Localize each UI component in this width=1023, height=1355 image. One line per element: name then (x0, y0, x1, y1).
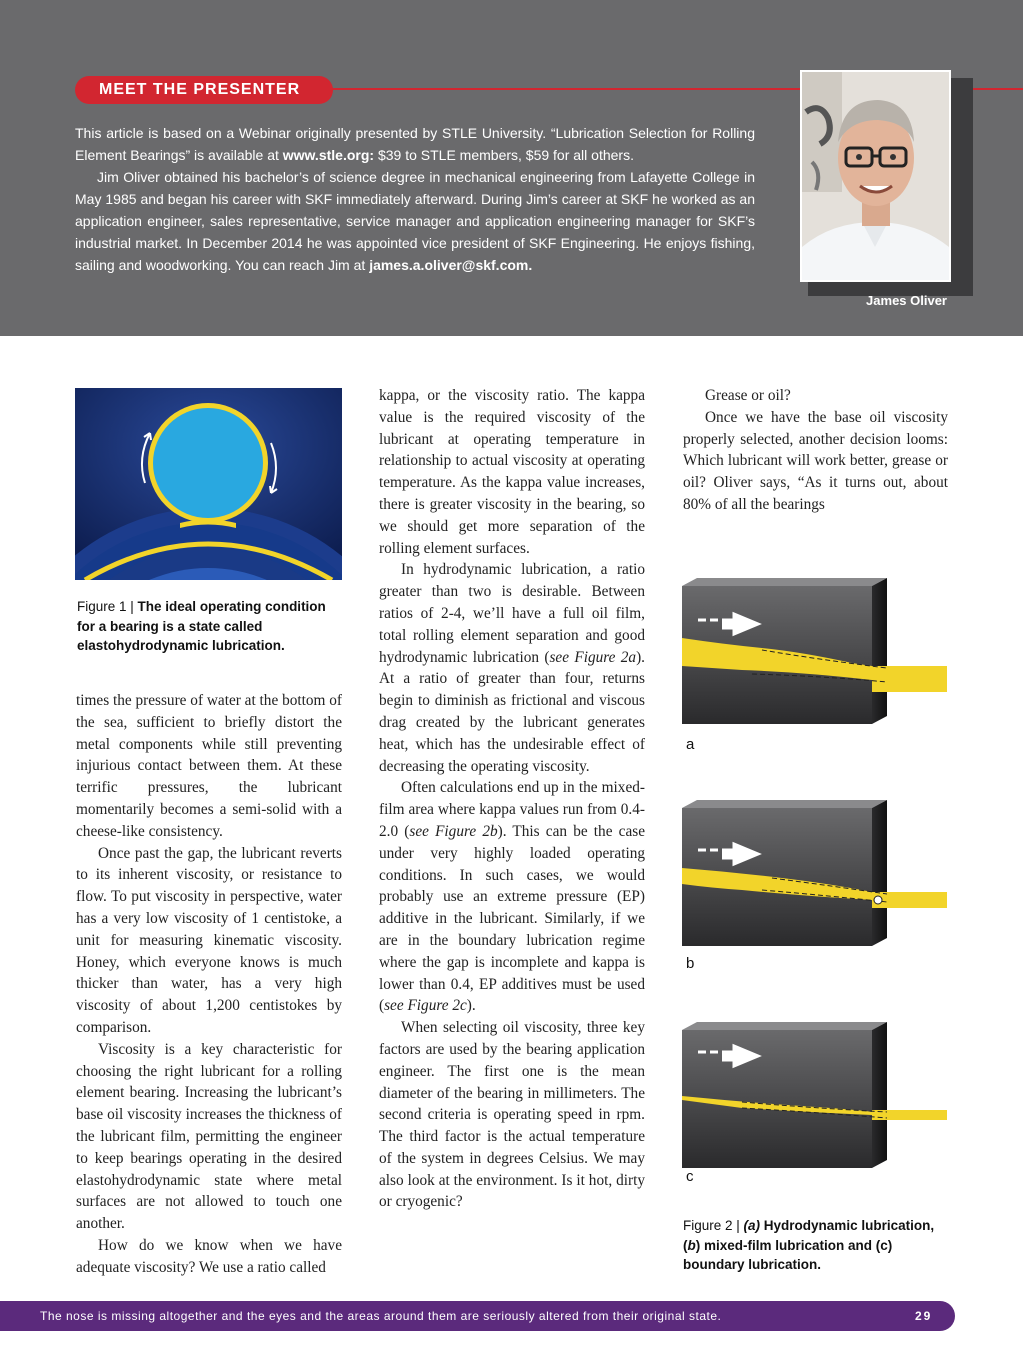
presenter-portrait-icon (802, 72, 949, 280)
presenter-bio (75, 122, 755, 276)
block-side (872, 800, 887, 946)
ehl-bearing-illustration (75, 388, 342, 580)
col2-paragraph (379, 559, 645, 777)
column-2 (379, 385, 645, 1213)
col2-text: ). This can be the case under very highly loaded operating conditions. In such cases, we would probably use an extreme pressure (EP) additive in the lubricant. Similarly, if we are in the boundary lubrication regime where the gap is incomplete and kappa is lower than 0.4, EP additives must be used ( (379, 822, 645, 1015)
email-link[interactable]: james.a.oliver@skf.com. (369, 257, 533, 273)
caption-a: (a) (743, 1218, 761, 1233)
col2-paragraph: When selecting oil viscosity, three key factors are used by the bearing application engineer. The first one is the mean diameter of the bearing in millimeters. The second criteria is operating speed in rpm. The third factor is the actual temperature of the system in degrees Celsius. We may also look at the environment. Is it hot, dirty or cryogenic? (379, 1019, 645, 1211)
photo-caption: James Oliver (866, 293, 947, 308)
figure-1 (75, 388, 342, 580)
col1-paragraph: times the pressure of water at the bottom of the sea, sufficient to briefly distort the metal components while still preventing injurious contact between them. At these terrific pressures, the lubricant momentarily becomes a semi-solid with a cheese-like consistency. (76, 692, 342, 840)
lubricant-extrusion (872, 1110, 947, 1120)
panel-label-b: b (686, 955, 695, 972)
col2-text: ). At a ratio of greater than four, returns begin to diminish as frictional and viscous drag created by the lubricant generates heat, which has the undesirable effect of decreasing the operating viscosity. (379, 648, 645, 775)
lubricant-extrusion (872, 892, 947, 908)
col2-paragraph: kappa, or the viscosity ratio. The kappa value is the required viscosity of the lubricant at operating temperature in relationship to actual viscosity at operating temperature. As the kappa value increases, there is greater viscosity in the bearing, so we should get more separation of the rolling element surfaces. (379, 387, 645, 557)
panel-label-c: c (686, 1168, 694, 1185)
block-top (682, 800, 887, 808)
figure-1-text: The ideal operating condition for a bearing is a state called elastohydrodynamic lubrication. (77, 599, 326, 653)
col2-text: Often calculations end up in the mixed-film area where kappa values run from 0.4-2.0 ( (379, 779, 645, 840)
figure-2a (682, 578, 952, 728)
figure-2c (682, 1022, 952, 1172)
bio-paragraph-2 (75, 166, 755, 276)
footer-text: The nose is missing altogether and the eyes and the areas around them are seriously altered from their original state. (40, 1309, 722, 1323)
block-top (682, 578, 887, 586)
stle-link[interactable]: www.stle.org: (282, 147, 375, 163)
figure-2b (682, 800, 952, 950)
figure-2b-ref: see Figure 2b (409, 822, 498, 840)
caption-part: ) mixed-film lubrication and (c) boundary lubrication. (683, 1237, 893, 1272)
column-1 (76, 690, 342, 1279)
figure-2-caption (683, 1216, 951, 1275)
figure-2c-ref: see Figure 2c (384, 997, 467, 1015)
caption-b: b (687, 1237, 696, 1253)
figure-2a-ref: see Figure 2a (549, 648, 637, 666)
figure-1-caption (77, 597, 345, 656)
subheading: Grease or oil? (705, 387, 791, 404)
caption-part: Hydrodynamic lubrication, ( (683, 1218, 935, 1253)
block-side (872, 1022, 887, 1168)
section-label: MEET THE PRESENTER (75, 76, 333, 104)
bio-p2-text: Jim Oliver obtained his bachelor’s of science degree in mechanical engineering from Lafayette College in May 1985 and began his career with SKF immediately afterward. During Jim’s career at SKF he worked as an application engineer, sales representative, service manager and application engineering manager for SKF’s industrial market. In December 2014 he was appointed vice president of SKF Engineering. He enjoys fishing, sailing and woodworking. You can reach Jim at (75, 169, 755, 273)
col2-text: In hydrodynamic lubrication, a ratio greater than two is desirable. Between ratios of 2-4, we’ll have a full oil film, total rolling element separation and good hydrodynamic lubrication ( (379, 561, 645, 666)
col2-text: ). (466, 997, 476, 1015)
col3-paragraph: Once we have the base oil viscosity properly selected, another decision looms: Which lubricant will work better, grease or oil? Oliver says, “As it turns out, about 80% of all the bearings (683, 408, 948, 513)
bio-p1-text: This article is based on a Webinar originally presented by STLE University. “Lubrication Selection for Rolling Element Bearings” is available at (75, 125, 755, 163)
figure-1-label: Figure 1 | (77, 599, 138, 614)
col2-paragraph (379, 777, 645, 1017)
bio-p1-price: $39 to STLE members, $59 for all others. (374, 147, 634, 163)
column-3 (683, 385, 948, 516)
col1-paragraph: Once past the gap, the lubricant reverts to its inherent viscosity, or resistance to flow. To put viscosity in perspective, water has a very low viscosity of 1 centistoke, a unit for measuring kinematic viscosity. Honey, which everyone knows is much thicker than water, has a very high viscosity of about 1,200 centistokes by comparison. (76, 844, 342, 1036)
block-top (682, 1022, 887, 1030)
panel-label-a: a (686, 736, 695, 753)
col1-paragraph: Viscosity is a key characteristic for choosing the right lubricant for a rolling element bearing. Increasing the lubricant’s base oil viscosity increases the thickness of the lubricant film, permitting the engineer to keep bearings operating in the desired elastohydrodynamic state where metal surfaces are not allowed to touch one another. (76, 1040, 342, 1233)
block-side (872, 578, 887, 724)
col1-paragraph: How do we know when we have adequate viscosity? We use a ratio called (76, 1236, 342, 1276)
page-number: 29 (915, 1309, 933, 1323)
figure-2-label: Figure 2 | (683, 1218, 744, 1233)
lubricant-extrusion (872, 666, 947, 692)
presenter-photo (800, 70, 951, 282)
bio-paragraph-1 (75, 122, 755, 166)
